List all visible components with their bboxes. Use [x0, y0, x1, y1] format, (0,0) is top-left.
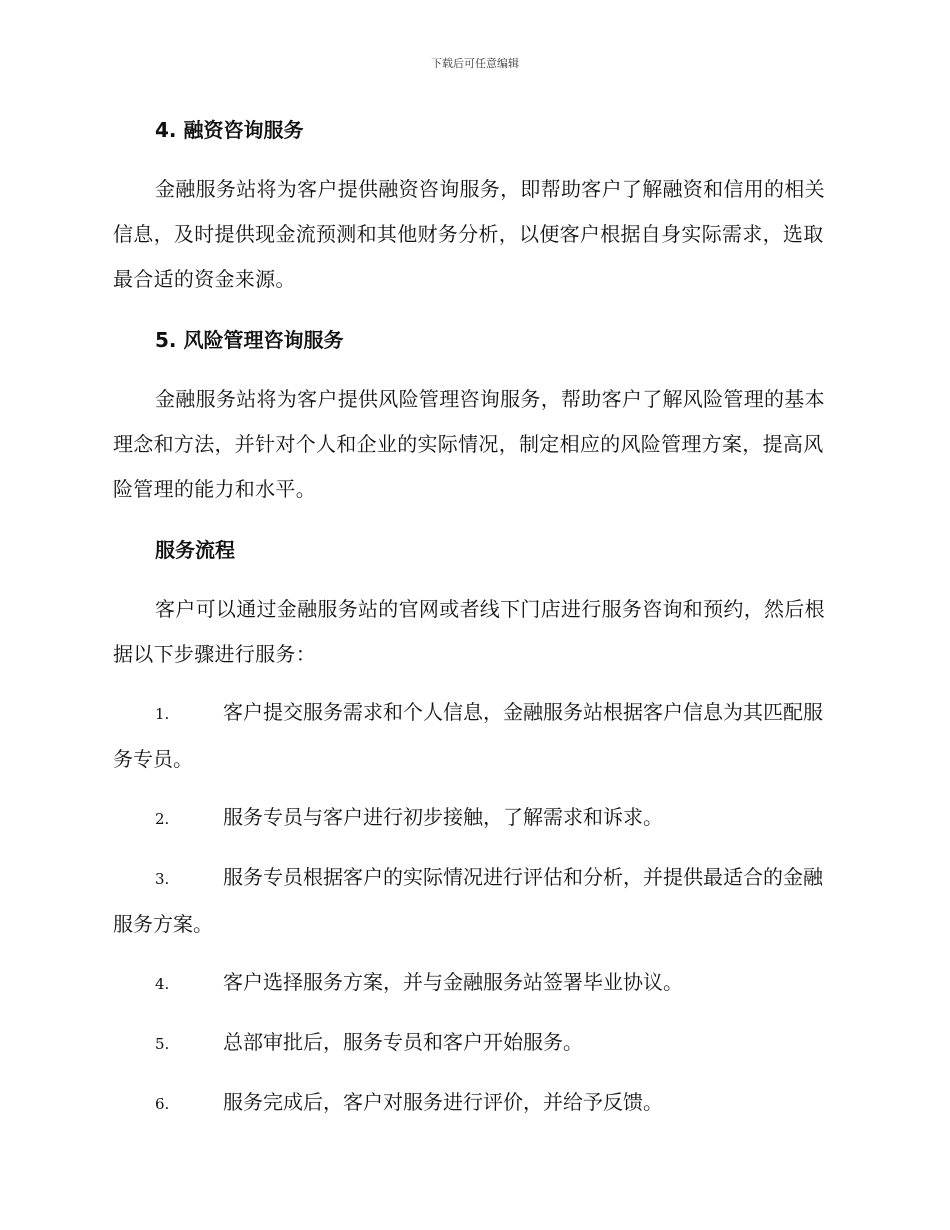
- step-number: 2.: [155, 810, 170, 828]
- section-paragraph-financing: 金融服务站将为客户提供融资咨询服务，即帮助客户了解融资和信用的相关信息，及时提供现金流预测和其他财务分析，以便客户根据自身实际需求，选取最合适的资金来源。: [113, 177, 825, 291]
- list-item: [113, 960, 833, 1007]
- document-body: [113, 115, 833, 1127]
- section-heading-financing: 4. 融资咨询服务: [155, 118, 304, 142]
- step-text: 服务专员与客户进行初步接触，了解需求和诉求。: [223, 805, 663, 829]
- step-number: 6.: [155, 1095, 170, 1113]
- list-item: [113, 1080, 833, 1127]
- page-header: 下载后可任意编辑: [431, 57, 519, 70]
- list-item: [113, 795, 833, 842]
- steps-list: [113, 690, 833, 1127]
- section-paragraph-risk: 金融服务站将为客户提供风险管理咨询服务，帮助客户了解风险管理的基本理念和方法，并针对个人和企业的实际情况，制定相应的风险管理方案，提高风险管理的能力和水平。: [113, 387, 825, 501]
- list-item: [113, 690, 833, 782]
- section-heading-process: 服务流程: [155, 538, 235, 562]
- step-number: 3.: [155, 870, 170, 888]
- step-number: 1.: [155, 705, 170, 723]
- step-number: 5.: [155, 1035, 170, 1053]
- step-text: 服务完成后，客户对服务进行评价，并给予反馈。: [223, 1090, 663, 1114]
- section-paragraph-process: 客户可以通过金融服务站的官网或者线下门店进行服务咨询和预约，然后根据以下步骤进行服务：: [113, 597, 825, 666]
- step-text: 客户选择服务方案，并与金融服务站签署毕业协议。: [223, 970, 683, 994]
- step-text: 服务专员根据客户的实际情况进行评估和分析，并提供最适合的金融服务方案。: [113, 865, 823, 936]
- step-text: 客户提交服务需求和个人信息，金融服务站根据客户信息为其匹配服务专员。: [113, 700, 823, 771]
- list-item: [113, 855, 833, 947]
- section-heading-risk: 5. 风险管理咨询服务: [155, 328, 344, 352]
- step-number: 4.: [155, 975, 170, 993]
- list-item: [113, 1020, 833, 1067]
- step-text: 总部审批后，服务专员和客户开始服务。: [223, 1030, 583, 1054]
